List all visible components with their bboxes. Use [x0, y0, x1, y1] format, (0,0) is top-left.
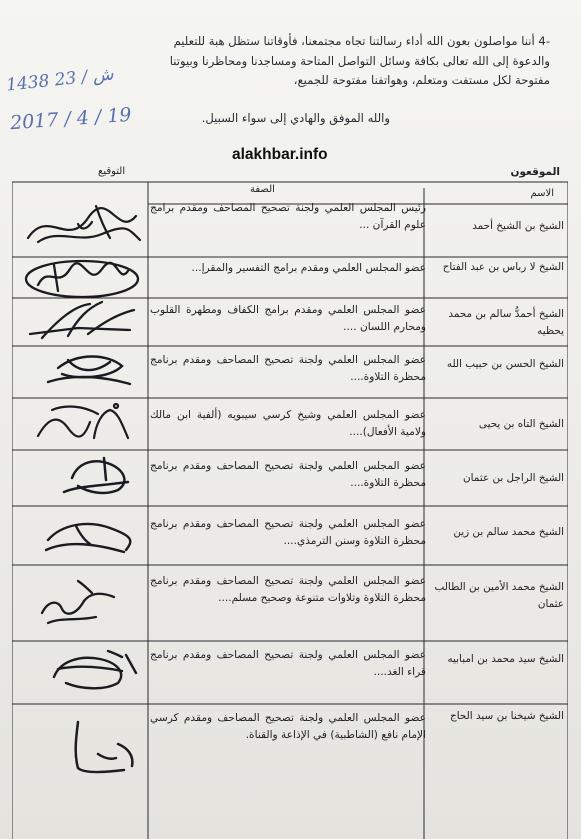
signature-image: [18, 510, 146, 562]
table-row: [12, 450, 568, 506]
table-row: [12, 641, 568, 704]
table-row: [12, 398, 568, 450]
table-row: [12, 204, 568, 257]
signature-image: [18, 643, 146, 701]
signature-image: [18, 714, 146, 784]
signatory-name: الشيخ شيخنا بن سيد الحاج: [450, 710, 564, 722]
signatory-name: الشيخ محمد الأمين بن الطالب عثمان: [434, 581, 564, 610]
signatory-role: عضو المجلس العلمي ولجنة تصحيح المصاحف ومقدم برنامج محظرة التلاوة وتلاوات متنوعة وصحيح مسلم....: [150, 575, 426, 604]
signatory-role: عضو المجلس العلمي ولجنة تصحيح المصاحف ومقدم برنامج قراء الغد....: [150, 649, 426, 678]
signatory-role: عضو المجلس العلمي ولجنة تصحيح المصاحف ومقدم برنامج محظرة التلاوة....: [150, 354, 426, 383]
signatory-role: عضو المجلس العلمي ولجنة تصحيح المصاحف ومقدم كرسي الإمام نافع (الشاطبية) في الإذاعة والقناة.: [150, 712, 426, 741]
signatory-role: عضو المجلس العلمي وشيخ كرسي سيبويه (ألفية ابن مالك ولامية الأفعال)....: [150, 409, 426, 438]
signature-column-header: التوقيع: [98, 166, 126, 177]
intro-line-3: مفتوحة لكل مستفت ومتعلم، وهواتفنا مفتوحة للجميع،: [293, 73, 550, 87]
table-row: [12, 346, 568, 398]
signatory-name: الشيخ سيد محمد بن امبابيه: [447, 653, 564, 665]
signature-image: [18, 571, 146, 635]
table-row: [12, 565, 568, 641]
signatory-name: الشيخ محمد سالم بن زين: [453, 526, 564, 538]
signature-image: [18, 255, 146, 303]
signature-image: [18, 300, 146, 344]
signatory-name: الشيخ الحسن بن حبيب الله: [446, 358, 564, 370]
signatory-name: الشيخ أحمدُّ سالم بن محمد يحظيه: [448, 308, 564, 337]
signatory-role: عضو المجلس العلمي ومقدم برامج التفسير والمقرإ...: [191, 262, 426, 274]
role-column-header: الصفة: [250, 184, 275, 195]
table-row: [12, 506, 568, 565]
signatory-name: الشيخ الراجل بن عثمان: [463, 472, 564, 484]
intro-line-1: -4 أننا مواصلون بعون الله أداء رسالتنا تجاه مجتمعنا، فأوقاتنا ستظل هبة للتعليم: [173, 34, 550, 48]
signatory-name: الشيخ بن الشيخ أحمد: [472, 220, 564, 232]
closing-line: والله الموفق والهادي إلى سواء السبيل.: [201, 111, 390, 125]
signature-image: [18, 348, 146, 396]
signatories-table: [12, 160, 568, 839]
signature-image: [18, 398, 146, 450]
name-column-header: الاسم: [530, 188, 554, 199]
signatory-role: عضو المجلس العلمي ولجنة تصحيح المصاحف ومقدم برنامج محظرة التلاوة....: [150, 460, 426, 489]
table-row: [12, 704, 568, 839]
signature-image: [18, 452, 146, 504]
handwritten-date: [4, 64, 174, 138]
signature-image: [18, 198, 146, 258]
table-row: [12, 257, 568, 298]
table-title: الموقعون: [510, 166, 560, 178]
signatory-name: الشيخ التاه بن يحيى: [478, 418, 564, 430]
handwritten-date-line-2: 2017 / 4 / 19: [9, 103, 133, 135]
signatory-role: عضو المجلس العلمي ولجنة تصحيح المصاحف ومقدم برنامج محظرة التلاوة وسنن الترمذي....: [150, 518, 426, 547]
intro-number: -4: [538, 34, 550, 48]
handwritten-date-line-1: 1438 ش / 23: [5, 64, 115, 96]
signatory-name: الشيخ لا رباس بن عبد الفتاح: [442, 261, 564, 273]
intro-line-2: والدعوة إلى الله تعالى بكافة وسائل التواصل المتاحة ومساجدنا ومحاظرنا وبيوتنا: [169, 53, 550, 68]
signatory-role: رئيس المجلس العلمي ولجنة تصحيح المصاحف ومقدم برامج علوم القرآن ...: [150, 202, 426, 231]
table-row: [12, 298, 568, 346]
signatory-role: عضو المجلس العلمي ومقدم برامج الكفاف ومطهرة القلوب ومحارم اللسان ....: [150, 304, 426, 333]
watermark: alakhbar.info: [232, 146, 328, 163]
